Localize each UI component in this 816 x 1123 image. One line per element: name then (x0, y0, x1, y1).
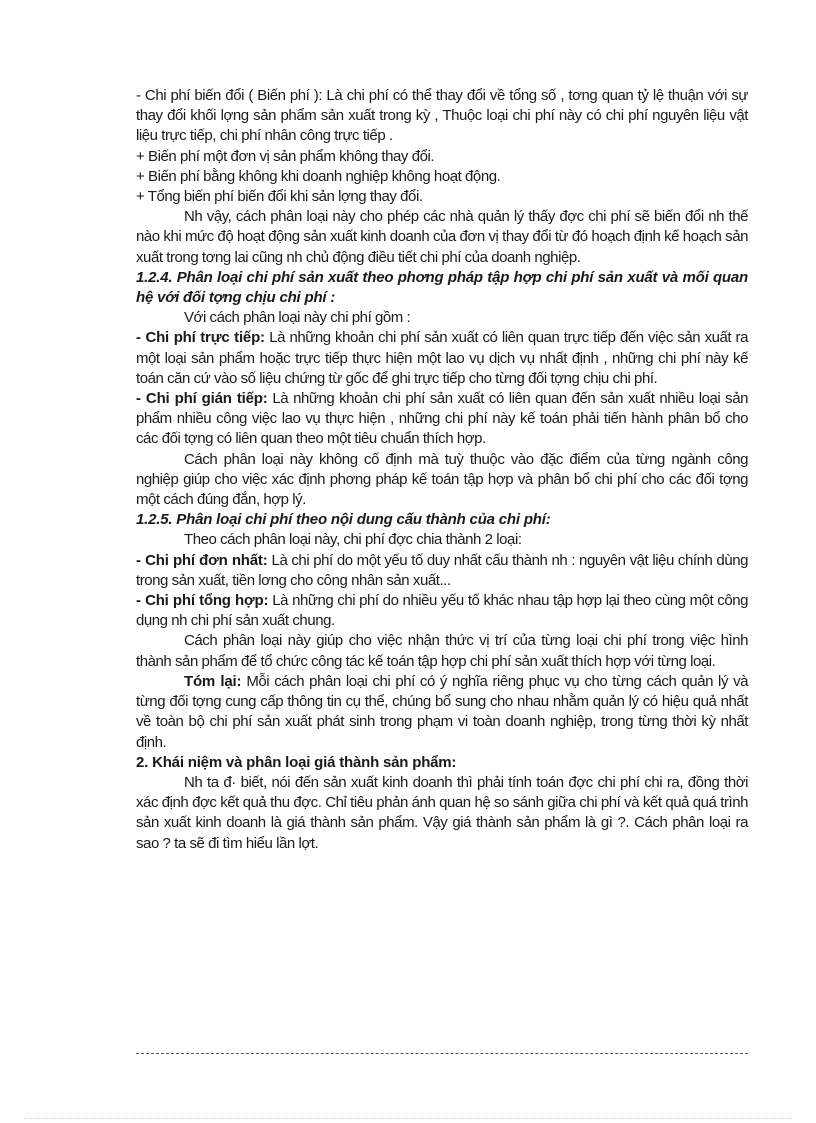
heading-1-2-5: 1.2.5. Phân loại chi phí theo nội dung cấu thành của chi phí: (136, 511, 551, 529)
paragraph-composite-cost (136, 591, 748, 631)
paragraph-classification-industry: Cách phân loại này không cố định mà tuỳ thuộc vào đặc điểm của từng ngành công nghiệp giúp cho việc xác định phơng pháp kế toán tập hợp và phân bổ chi phí cho các đối tợng một cách đúng đắn, hợp lý. (136, 450, 748, 509)
bullet-unit-variable-cost: + Biến phí một đơn vị sản phẩm không thay đổi. (136, 147, 435, 165)
paragraph-classification-summary: Nh vậy, cách phân loại này cho phép các nhà quản lý thấy đợc chi phí sẽ biến đổi nh thế nào khi mức độ hoạt động sản xuất kinh doanh của đơn vị thay đổi từ đó hoạch định kế hoạch sản xuất trong tơng lai cũng nh chủ động điều tiết chi phí của doanh nghiệp. (136, 208, 748, 266)
bullet-zero-variable-cost: + Biến phí bằng không khi doanh nghiệp không hoạt động. (136, 167, 501, 185)
paragraph-variable-cost: - Chi phí biến đổi ( Biến phí ): Là chi phí có thể thay đổi về tổng số , tơng quan tỷ lệ thuận với sự thay đổi khối lợng sản phẩm sản xuất trong kỳ , Thuộc loại chi phí này có chi phí nguyên liệu vật liệu trực tiếp, chi phí nhân công trực tiếp . (136, 87, 748, 145)
paragraph-indirect-cost (136, 389, 748, 450)
page-edge-dots (24, 1118, 792, 1119)
document-body (136, 86, 748, 854)
paragraph-summary (136, 672, 748, 753)
paragraph-single-cost (136, 551, 748, 591)
paragraph-product-cost-intro: Nh ta đ· biết, nói đến sản xuất kinh doanh thì phải tính toán đợc chi phí chi ra, đồng thời xác định đợc kết quả thu đợc. Chỉ tiêu phản ánh quan hệ so sánh giữa chi phí và kết quả quá trình sản xuất kinh doanh là giá thành sản phẩm. Vậy giá thành sản phẩm là gì ?. Cách phân loại ra sao ? ta sẽ đi tìm hiểu lần lợt. (136, 773, 748, 852)
indirect-cost-text: Là những khoản chi phí sản xuất có liên quan đến sản xuất nhiều loại sản phẩm nhiều công việc lao vụ thực hiện , những chi phí này kế toán phải tiến hành phân bổ cho các đối tợng có liên quan theo một tiêu chuẩn thích hợp. (136, 390, 748, 448)
paragraph-cost-includes: Với cách phân loại này chi phí gồm : (184, 309, 411, 327)
footer-rule (136, 1053, 748, 1054)
summary-text: Mỗi cách phân loại chi phí có ý nghĩa riêng phục vụ cho từng cách quản lý và từng đối tợng cung cấp thông tin cụ thể, chúng bổ sung cho nhau nhằm quản lý có hiệu quả nhất về toàn bộ chi phí sản xuất phát sinh trong phạm vi toàn doanh nghiệp, trong từng thời kỳ nhất định. (136, 672, 749, 751)
heading-1-2-4: 1.2.4. Phân loại chi phí sản xuất theo phơng pháp tập hợp chi phí sản xuất và mối quan hệ với đối tợng chịu chi phí : (136, 268, 748, 307)
paragraph-classification-awareness: Cách phân loại này giúp cho việc nhận thức vị trí của từng loại chi phí trong việc hình thành sản phẩm để tổ chức công tác kế toán tập hợp chi phí sản xuất thích hợp với từng loại. (136, 632, 748, 670)
single-cost-label: - Chi phí đơn nhất: (136, 551, 268, 569)
bullet-total-variable-cost: + Tổng biến phí biến đổi khi sản lợng thay đổi. (136, 188, 423, 206)
single-cost-text: Là chi phí do một yếu tố duy nhất cấu thành nh : nguyên vật liệu chính dùng trong sản xuất, tiền lơng cho công nhân sản xuất... (136, 551, 748, 589)
composite-cost-label: - Chi phí tổng hợp: (136, 592, 269, 610)
paragraph-two-types: Theo cách phân loại này, chi phí đợc chia thành 2 loại: (184, 531, 522, 549)
direct-cost-text: Là những khoản chi phí sản xuất có liên quan trực tiếp đến việc sản xuất ra một loại sản phẩm hoặc trực tiếp thực hiện một lao vụ dịch vụ nhất định , những chi phí này kế toán căn cứ vào số liệu chứng từ gốc để ghi trực tiếp cho từng đối tợng chịu chi phí. (136, 329, 748, 387)
summary-label: Tóm lại: (184, 672, 242, 690)
direct-cost-label: - Chi phí trực tiếp: (136, 329, 265, 347)
composite-cost-text: Là những chi phí do nhiều yếu tố khác nhau tập hợp lại theo cùng một công dụng nh chi phí sản xuất chung. (136, 592, 748, 630)
indirect-cost-label: - Chi phí gián tiếp: (136, 390, 268, 408)
heading-2: 2. Khái niệm và phân loại giá thành sản phẩm: (136, 753, 457, 771)
paragraph-direct-cost (136, 328, 748, 389)
